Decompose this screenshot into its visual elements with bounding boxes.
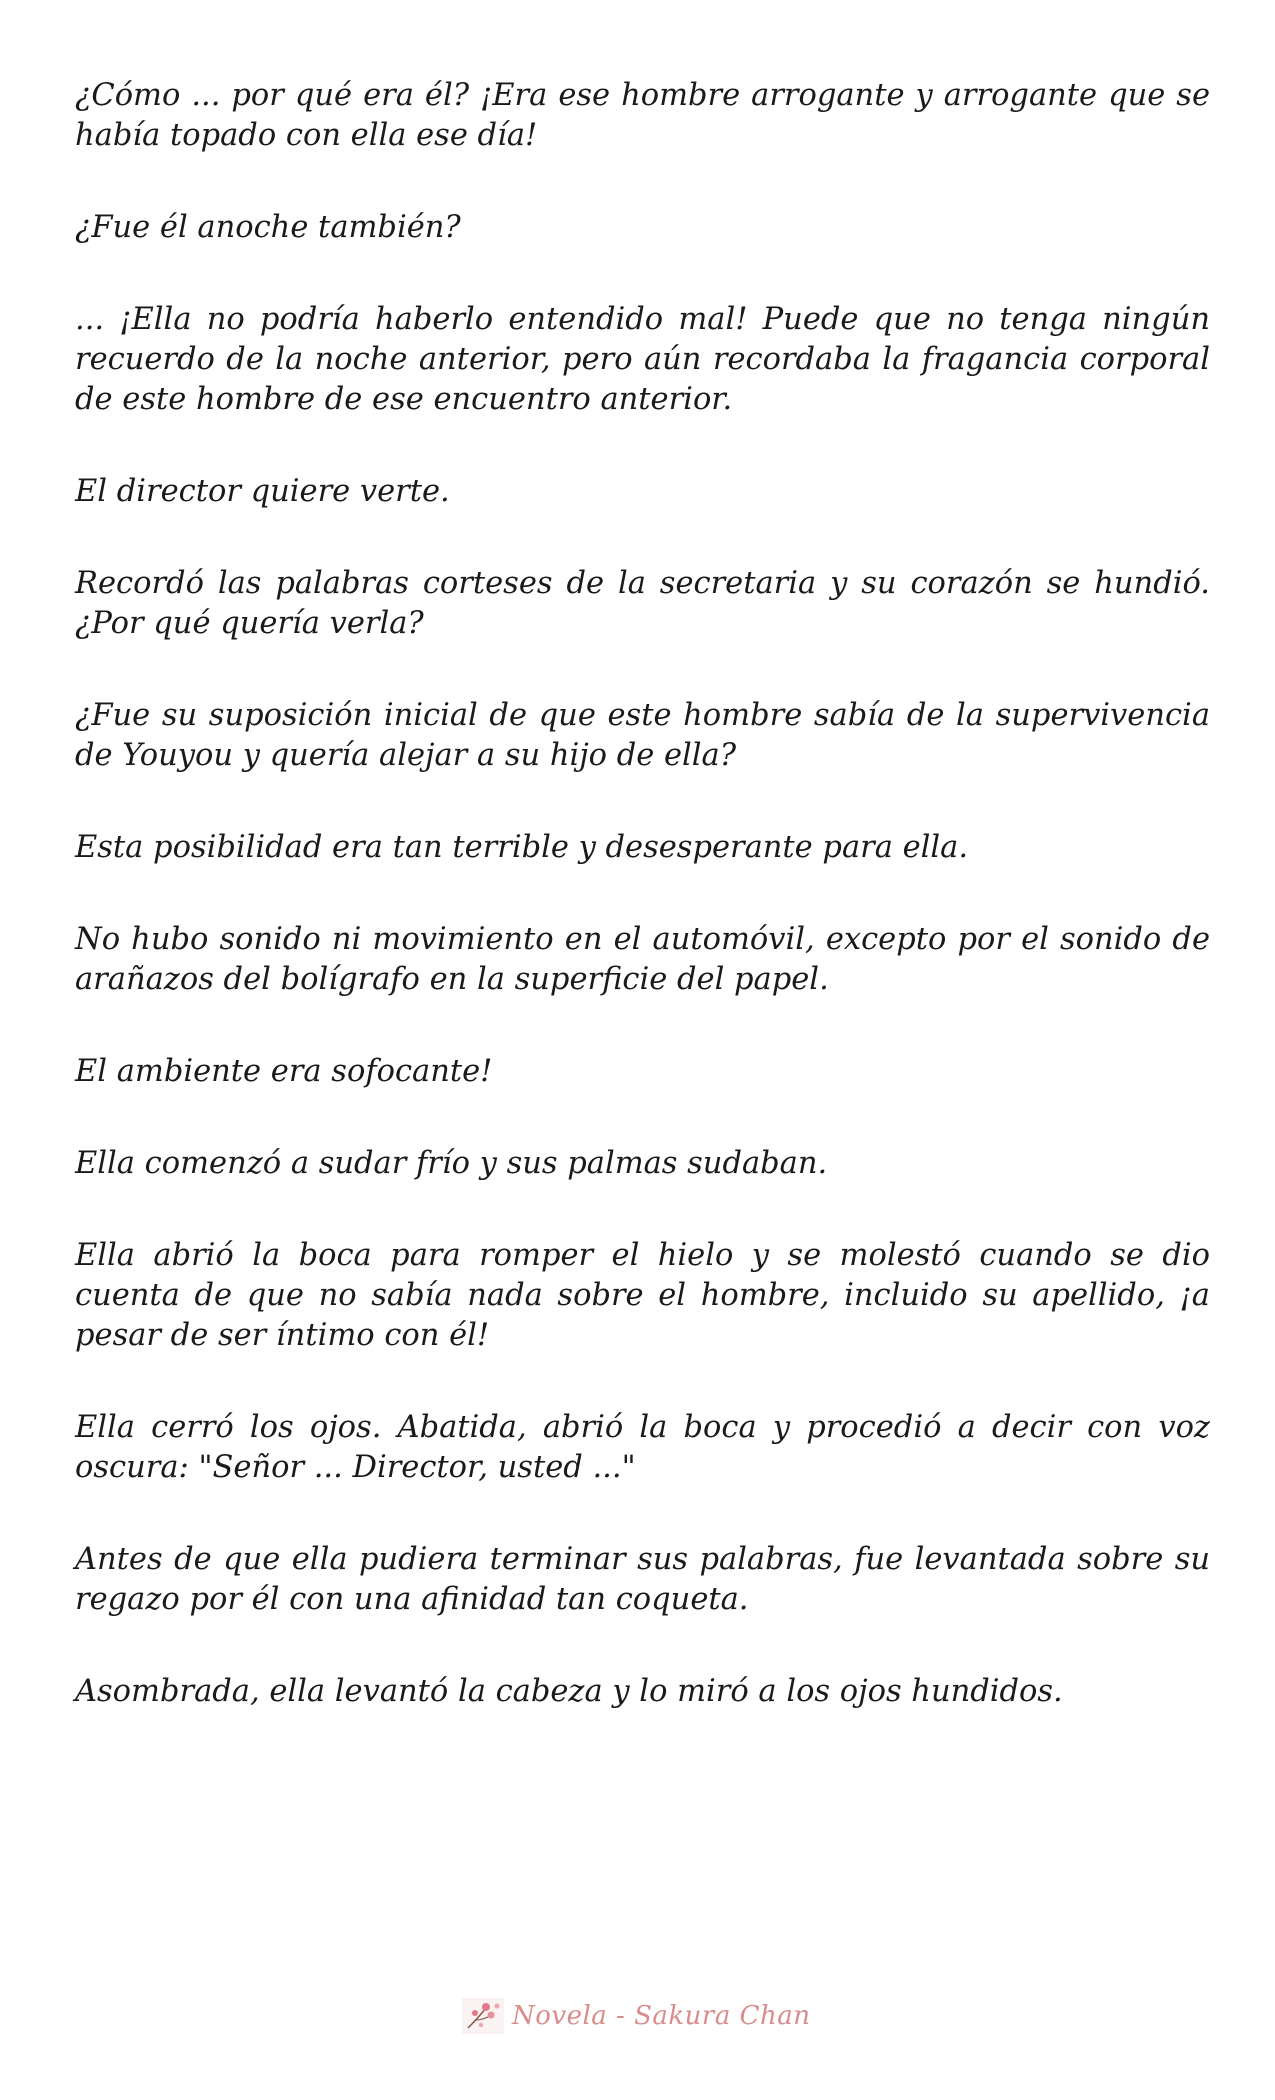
sakura-flower-icon [462, 1998, 504, 2034]
paragraph-14: Asombrada, ella levantó la cabeza y lo miró a los ojos hundidos. [75, 1674, 1063, 1709]
paragraph-3: ... ¡Ella no podría haberlo entendido mal! Puede que no tenga ningún recuerdo de la noche anterior, pero aún recordaba la fragancia corporal de este hombre de ese encuentro anterior. [75, 302, 1210, 417]
paragraph-2: ¿Fue él anoche también? [75, 210, 461, 245]
paragraph-10: Ella comenzó a sudar frío y sus palmas sudaban. [75, 1146, 828, 1181]
paragraph-6: ¿Fue su suposición inicial de que este hombre sabía de la supervivencia de Youyou y quería alejar a su hijo de ella? [75, 698, 1210, 773]
paragraph-1: ¿Cómo ... por qué era él? ¡Era ese hombre arrogante y arrogante que se había topado con ella ese día! [75, 78, 1210, 153]
footer-watermark [462, 1996, 811, 2036]
paragraph-8: No hubo sonido ni movimiento en el automóvil, excepto por el sonido de arañazos del bolígrafo en la superficie del papel. [75, 922, 1210, 997]
paragraph-4: El director quiere verte. [75, 474, 450, 509]
paragraph-5: Recordó las palabras corteses de la secretaria y su corazón se hundió. ¿Por qué quería verla? [75, 566, 1210, 641]
paragraph-13: Antes de que ella pudiera terminar sus palabras, fue levantada sobre su regazo por él con una afinidad tan coqueta. [75, 1542, 1210, 1617]
footer-label: Novela - Sakura Chan [512, 2001, 811, 2031]
document-page [75, 76, 1210, 1764]
paragraph-7: Esta posibilidad era tan terrible y desesperante para ella. [75, 830, 969, 865]
paragraph-11: Ella abrió la boca para romper el hielo y se molestó cuando se dio cuenta de que no sabía nada sobre el hombre, incluido su apellido, ¡a pesar de ser íntimo con él! [75, 1238, 1210, 1353]
paragraph-9: El ambiente era sofocante! [75, 1054, 493, 1089]
paragraph-12: Ella cerró los ojos. Abatida, abrió la boca y procedió a decir con voz oscura: "Señor ... Director, usted ..." [75, 1410, 1210, 1485]
